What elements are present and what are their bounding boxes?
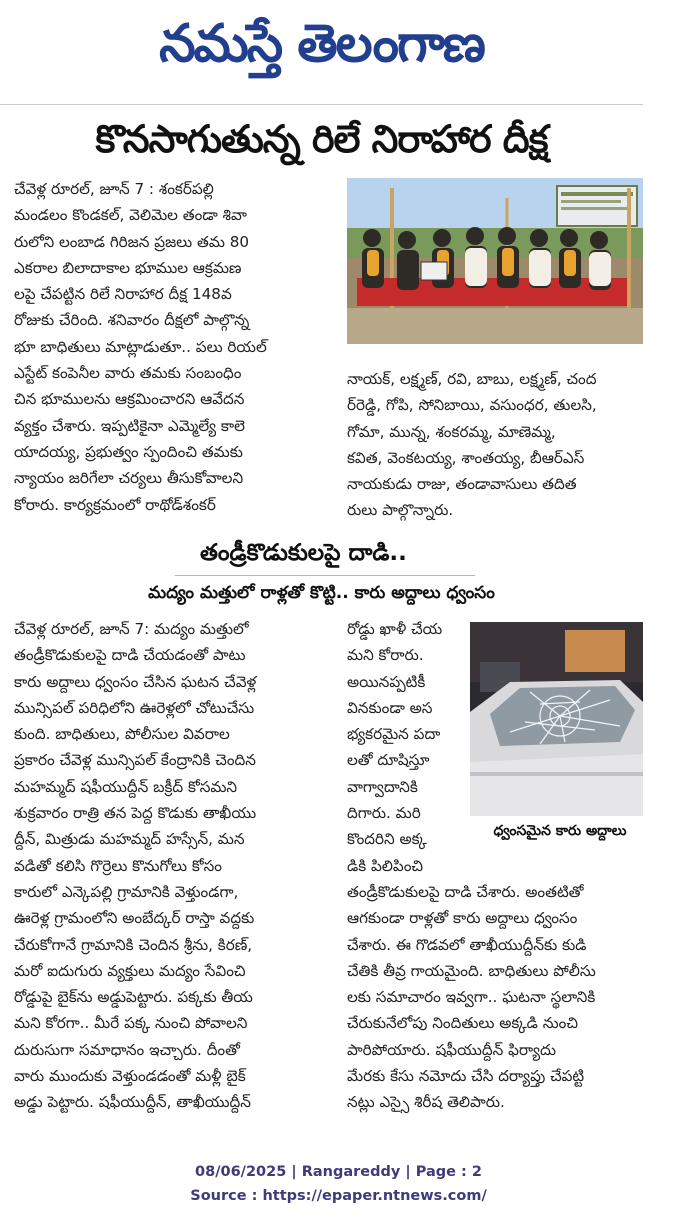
page-footer-source: Source : https://epaper.ntnews.com/	[190, 1188, 487, 1204]
article-line: రులు పాల్గొన్నారు.	[347, 501, 454, 520]
article-line: మరో ఐదుగురు వ్యక్తులు మద్యం సేవించి	[14, 961, 246, 980]
article-line: దురుసుగా సమాధానం ఇచ్చారు. దీంతో	[14, 1040, 240, 1059]
article-line: లపై చేపట్టిన రిలే నిరాహార దీక్ష 148వ	[14, 285, 232, 304]
damaged-car-photo	[470, 622, 643, 816]
article-line: నట్లు ఎస్సై శిరీష తెలిపారు.	[347, 1093, 505, 1112]
article-line: యాదయ్య, ప్రభుత్వం స్పందించి తమకు	[14, 442, 243, 461]
article-line: నాయకుడు రాజు, తండావాసులు తదిత	[347, 475, 577, 494]
article-line: భూ బాధితులు మాట్లాడుతూ.. పలు రియల్	[14, 337, 267, 356]
article2-subheadline: మద్యం మత్తులో రాళ్లతో కొట్టి.. కారు అద్దాలు ధ్వంసం	[148, 583, 495, 603]
photo-caption: ధ్వంసమైన కారు అద్దాలు	[493, 822, 627, 839]
page-footer-dateline: 08/06/2025 | Rangareddy | Page : 2	[195, 1164, 482, 1180]
article-line: కొందరిని అక్క	[347, 830, 427, 849]
article-line: చేరుకునేలోపు నిందితులు అక్కడి నుంచి	[347, 1014, 578, 1033]
article-line: శుక్రవారం రాత్రి తన పెద్ద కొడుకు తాఖీయు	[14, 804, 257, 823]
article-line: మున్సిపల్ పరిధిలోని ఊరెళ్లలో చోటుచేసు	[14, 698, 255, 717]
article-line: మండలం కొండకల్, వెలిమెల తండా శివా	[14, 206, 247, 225]
article-line: అయినప్పటికీ	[347, 672, 426, 691]
article-line: చేశారు. ఈ గొడవలో తాఖీయుద్దీన్‌కు కుడి	[347, 935, 587, 954]
article-line: న్యాయం జరిగేలా చర్యలు తీసుకోవాలని	[14, 469, 244, 488]
article-line: ద్దీన్, మిత్రుడు మహమ్మద్ హస్సేన్, మన	[14, 830, 245, 849]
article-line: కారులో ఎన్కెపల్లి గ్రామానికి వెళ్తుండగా,	[14, 882, 239, 901]
article-line: చేవెళ్ల రూరల్, జూన్ 7 : శంకర్‌పల్లి	[14, 180, 214, 198]
article-line: వారు ముందుకు వెళ్తుండడంతో మళ్లీ బైక్	[14, 1067, 246, 1086]
article-line: చేరుకోగానే గ్రామానికి చెందిన శ్రీను, కిరణ్,	[14, 935, 253, 954]
article2-headline: తండ్రీకొడుకులపై దాడి..	[200, 540, 407, 566]
article-line: మేరకు కేసు నమోదు చేసి దర్యాప్తు చేపట్టి	[347, 1067, 585, 1086]
article-line: చేవెళ్ల రూరల్, జూన్ 7: మద్యం మత్తులో	[14, 620, 249, 638]
article-line: లతో దూషిస్తూ	[347, 751, 430, 770]
article-line: ర్‌రెడ్డి, గోపి, సోనిబాయి, వసుంధర, తులసి,	[347, 396, 597, 415]
protest-photo	[347, 178, 643, 344]
article-line: చేతికి తీవ్ర గాయమైంది. బాధితులు పోలీసు	[347, 961, 596, 980]
article1-right-column	[347, 366, 643, 524]
masthead	[0, 0, 643, 100]
newspaper-title: నమస్తే తెలంగాణ	[159, 13, 484, 74]
article-line: దిగారు. మరి	[347, 804, 421, 823]
article1-left-column	[14, 176, 339, 518]
article-line: కుంది. బాధితులు, పోలీసుల వివరాల	[14, 725, 230, 744]
article-line: తండ్రీకొడుకులపై దాడి చేయడంతో పాటు	[14, 646, 246, 665]
article-line: పారిపోయారు. షఫీయుద్దీన్ ఫిర్యాదు	[347, 1040, 557, 1059]
article-line: కారు అద్దాలు ధ్వంసం చేసిన ఘటన చేవెళ్ల	[14, 672, 257, 691]
article-line: గోమా, మున్న, శంకరమ్మ, మాణెమ్మ,	[347, 422, 556, 441]
article-line: కవిత, వెంకటయ్య, శాంతయ్య, బీఆర్‌ఎస్	[347, 448, 585, 467]
article-line: ప్రకారం చేవెళ్ల మున్సిపల్ కేంద్రానికి చెందిన	[14, 751, 256, 770]
article-line: రోజుకు చేరింది. శనివారం దీక్షలో పాల్గొన్న	[14, 311, 250, 330]
article-line: కోరారు. కార్యక్రమంలో రాథోడ్‌శంకర్	[14, 495, 216, 514]
article-line: ఎకరాల బిలాదాకాల భూముల ఆక్రమణ	[14, 258, 242, 277]
article-line: రోడ్డుపై బైక్‌ను అడ్డుపెట్టారు. పక్కకు తీయ	[14, 988, 253, 1007]
article-line: నాయక్, లక్ష్మణ్, రవి, బాబు, లక్ష్మణ్, చంద	[347, 370, 597, 388]
article-line: ఎస్టేట్ కంపెనీల వారు తమకు సంబంధిం	[14, 364, 242, 383]
article-line: మని కోరగా.. మీరే పక్క నుంచి పోవాలని	[14, 1014, 248, 1033]
article-line: రోడ్డు ఖాళీ చేయ	[347, 620, 443, 638]
article-line: చిన భూములను ఆక్రమించారని ఆవేదన	[14, 390, 245, 409]
article-line: ఆగకుండా రాళ్లతో కారు అద్దాలు ధ్వంసం	[347, 909, 578, 928]
article-line: అడ్డు పెట్టారు. షఫీయుద్దీన్, తాఖీయుద్దీన్	[14, 1093, 251, 1112]
article-line: వ్యక్తం చేశారు. ఇప్పటికైనా ఎమ్మెల్యే కాలె	[14, 416, 245, 435]
article2-left-column	[14, 616, 339, 1116]
article-line: తండ్రీకొడుకులపై దాడి చేశారు. అంతటితో	[347, 883, 584, 901]
article1-headline: కొనసాగుతున్న రిలే నిరాహార దీక్ష	[95, 117, 548, 161]
article1-headline-block	[0, 112, 643, 176]
article-line: ఊరెళ్ల గ్రామంలోని అంబేద్కర్ రాస్తా వద్దకు	[14, 909, 255, 928]
article2-headline-rule	[175, 575, 475, 576]
protest-photo-illustration	[347, 178, 643, 344]
article-line: లకు సమాచారం ఇవ్వగా.. ఘటనా స్థలానికి	[347, 988, 596, 1007]
article2-subheadline-block	[0, 580, 643, 610]
article-line: భ్యకరమైన పదా	[347, 725, 441, 744]
article-line: వాగ్వాదానికి	[347, 777, 418, 796]
article2-right-column	[347, 879, 643, 1116]
article-line: వినకుండా అస	[347, 698, 433, 717]
article2-narrow-column	[347, 616, 462, 879]
damaged-car-illustration	[470, 622, 643, 816]
article-line: మహమ్మద్ షఫీయుద్దీన్ బక్రీద్ కోసమని	[14, 777, 238, 796]
article-line: వడితో కలిసి గొర్రెలు కొనుగోలు కోసం	[14, 856, 222, 875]
masthead-divider	[0, 104, 643, 105]
article-line: మని కోరారు.	[347, 646, 424, 665]
article-line: రులోని లంబాడ గిరిజన ప్రజలు తమ 80	[14, 232, 250, 251]
article-line: డికి పిలిపించి	[347, 856, 424, 875]
